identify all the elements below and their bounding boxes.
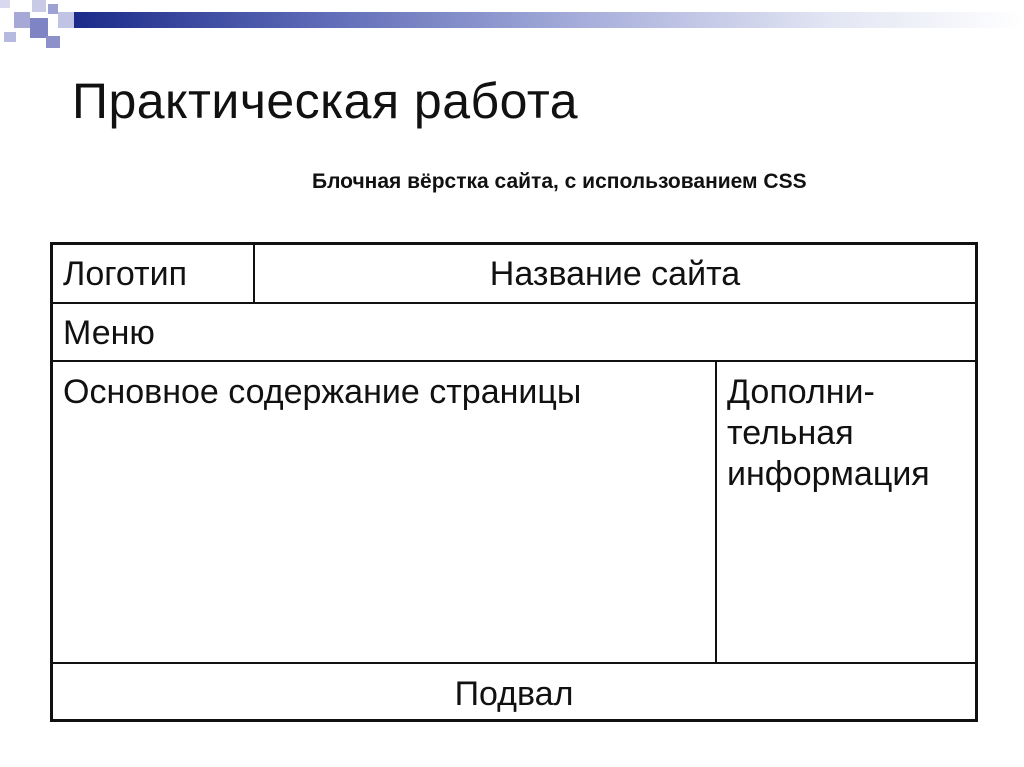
sidebar-line: тельная [727, 413, 854, 452]
decorative-square [0, 0, 10, 8]
gradient-line [74, 12, 1024, 28]
decorative-square [46, 36, 60, 48]
slide-subtitle: Блочная вёрстка сайта, с использованием CSS [312, 170, 807, 193]
schema-footer-row [53, 664, 975, 719]
main-content-block: Основное содержание страницы [53, 362, 717, 662]
slide-title: Практическая работа [72, 73, 579, 129]
site-name-block: Название сайта [489, 255, 741, 293]
footer-block: Подвал [454, 675, 574, 713]
menu-block: Меню [63, 314, 155, 352]
sidebar-block [717, 362, 975, 662]
sidebar-line: информация [727, 454, 930, 493]
decorative-square [32, 0, 46, 12]
schema-header-row [53, 245, 975, 304]
layout-schema [50, 242, 978, 722]
decorative-square [14, 12, 30, 28]
sidebar-line: Дополни- [727, 373, 875, 411]
schema-menu-row [53, 304, 975, 362]
header-decoration [0, 0, 1024, 38]
logo-block: Логотип [53, 245, 255, 302]
decorative-square [4, 32, 16, 42]
decorative-square [48, 4, 58, 14]
decorative-square [58, 12, 74, 28]
schema-main-row [53, 362, 975, 664]
decorative-square [30, 18, 48, 38]
